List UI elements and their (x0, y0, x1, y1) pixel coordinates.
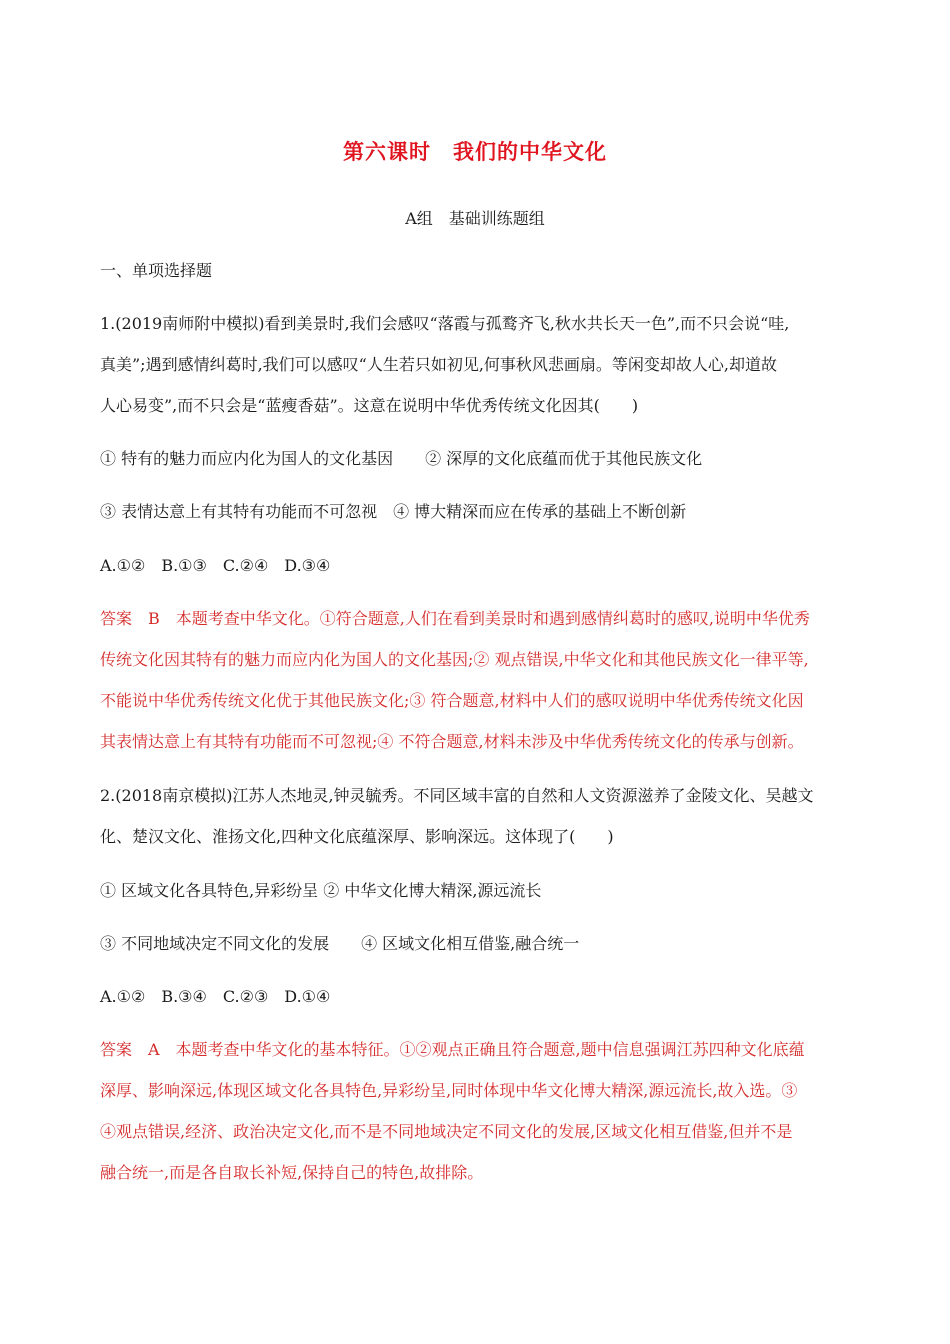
q2-answer-line-3: ④观点错误,经济、政治决定文化,而不是不同地域决定不同文化的发展,区域文化相互借鉴,但并不是 (100, 1122, 793, 1141)
q2-answer-line-1: 答案 A 本题考查中华文化的基本特征。①②观点正确且符合题意,题中信息强调江苏四种文化底蕴 (100, 1040, 805, 1059)
q2-stem-line-1: 2.(2018南京模拟)江苏人杰地灵,钟灵毓秀。不同区域丰富的自然和人文资源滋养了金陵文化、吴越文 (100, 786, 814, 805)
q1-answer-line-3: 不能说中华优秀传统文化优于其他民族文化;③ 符合题意,材料中人们的感叹说明中华优秀传统文化因 (100, 691, 804, 710)
page-title: 第六课时 我们的中华文化 (343, 140, 607, 164)
q1-options-line-2: ③ 表情达意上有其特有功能而不可忽视 ④ 博大精深而应在传承的基础上不断创新 (100, 502, 687, 521)
q1-answer-line-1: 答案 B 本题考查中华文化。①符合题意,人们在看到美景时和遇到感情纠葛时的感叹,说明中华优秀 (100, 609, 810, 628)
q2-answer-line-2: 深厚、影响深远,体现区域文化各具特色,异彩纷呈,同时体现中华文化博大精深,源远流长,故入选。③ (100, 1081, 798, 1100)
q2-answer-line-4: 融合统一,而是各自取长补短,保持自己的特色,故排除。 (100, 1163, 484, 1182)
q1-answer-line-4: 其表情达意上有其特有功能而不可忽视;④ 不符合题意,材料未涉及中华优秀传统文化的传承与创新。 (100, 732, 804, 751)
q2-choices: A.①② B.③④ C.②③ D.①④ (100, 987, 331, 1006)
q1-answer-line-2: 传统文化因其特有的魅力而应内化为国人的文化基因;② 观点错误,中华文化和其他民族文化一律平等, (100, 650, 809, 669)
q2-options-line-1: ① 区域文化各具特色,异彩纷呈 ② 中华文化博大精深,源远流长 (100, 881, 542, 900)
q2-stem-line-2: 化、楚汉文化、淮扬文化,四种文化底蕴深厚、影响深远。这体现了( ) (100, 827, 614, 846)
q2-options-line-2: ③ 不同地域决定不同文化的发展 ④ 区域文化相互借鉴,融合统一 (100, 934, 580, 953)
group-subtitle: A组 基础训练题组 (405, 209, 545, 228)
q1-stem-line-1: 1.(2019南师附中模拟)看到美景时,我们会感叹“落霞与孤鹜齐飞,秋水共长天一色”,而不只会说“哇, (100, 314, 790, 333)
q1-choices: A.①② B.①③ C.②④ D.③④ (100, 556, 331, 575)
q1-stem-line-2: 真美”;遇到感情纠葛时,我们可以感叹“人生若只如初见,何事秋风悲画扇。等闲变却故人心,却道故 (100, 355, 778, 374)
section-heading: 一、单项选择题 (100, 261, 213, 280)
q1-options-line-1: ① 特有的魅力而应内化为国人的文化基因 ② 深厚的文化底蕴而优于其他民族文化 (100, 449, 703, 468)
q1-stem-line-3: 人心易变”,而不只会是“蓝瘦香菇”。这意在说明中华优秀传统文化因其( ) (100, 396, 639, 415)
